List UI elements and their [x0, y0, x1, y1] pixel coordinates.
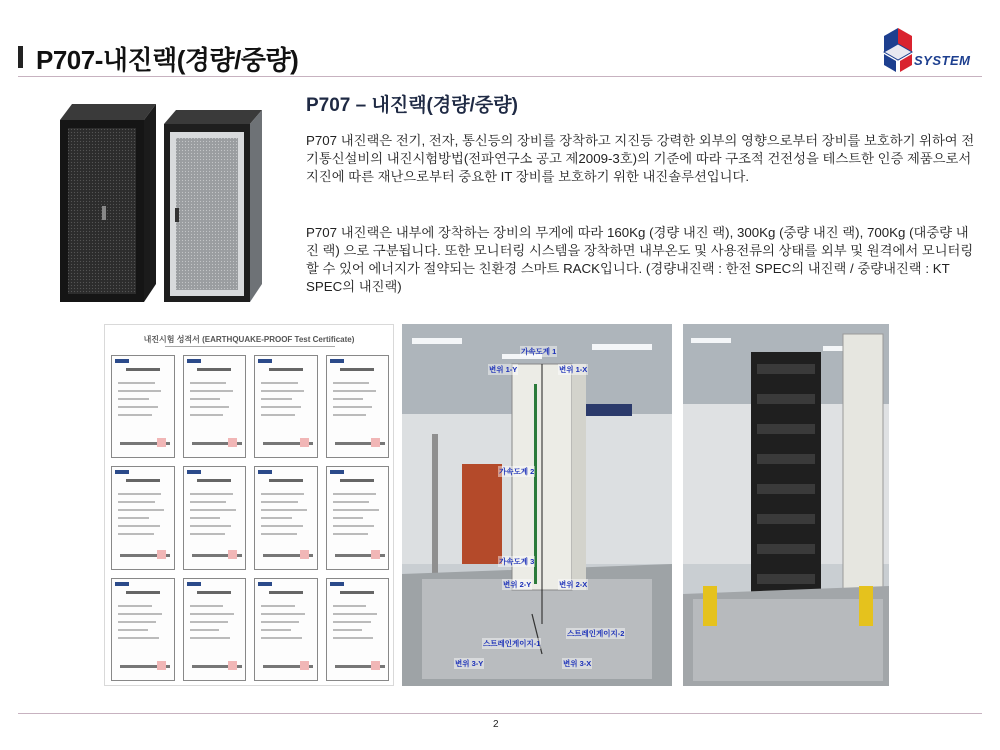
certificate-page: [326, 466, 390, 569]
sensor-label-disp-1x: 변위 1-X: [559, 365, 588, 374]
sensor-label-strain-2: 스트레인게이지-2: [567, 629, 625, 638]
rack-product-photo: [52, 98, 282, 308]
sensor-label-disp-2y: 변위 2-Y: [503, 580, 532, 589]
certificate-page: [326, 578, 390, 681]
sensor-label-disp-3y: 변위 3-Y: [455, 659, 484, 668]
certificate-page: [326, 355, 390, 458]
certificate-title: 내진시험 성적서 (EARTHQUAKE-PROOF Test Certificate): [143, 335, 355, 344]
certificate-page-grid: [111, 355, 389, 681]
certificate-page: [111, 466, 175, 569]
title-accent-bar: [18, 46, 23, 68]
description-paragraph-2: P707 내진랙은 내부에 장착하는 장비의 무게에 따라 160Kg (경량 내진 랙), 300Kg (중량 내진 랙), 700Kg (대중량 내진 랙) 으로 구분됩니다. 또한 모니터링 시스템을 장착하면 내부온도 및 사용전류의 상태를 외부 및 원격에서 모니터링할 수 있어 에너지가 절약되는 친환경 스마트 RACK입니다. (경량내진랙 : 한전 SPEC의 내진랙 / 중량내진랙 : KT SPEC의 내진랙): [306, 225, 974, 294]
certificate-page: [183, 466, 247, 569]
page-title: P707-내진랙(경량/중량): [36, 45, 299, 75]
certificate-page: [183, 355, 247, 458]
certificate-page: [254, 578, 318, 681]
page-number: 2: [493, 719, 499, 730]
certificate-page: [254, 355, 318, 458]
shake-table-test-photo-closed: [402, 324, 672, 686]
section-subtitle: P707 – 내진랙(경량/중량): [306, 95, 518, 116]
sensor-label-accel-3: 가속도계 3: [499, 557, 535, 566]
certificate-page: [111, 355, 175, 458]
logo-text: SYSTEM: [914, 53, 971, 68]
shake-table-test-photo-open: [683, 324, 889, 686]
certificate-page: [254, 466, 318, 569]
sensor-label-strain-1: 스트레인게이지-1: [483, 639, 541, 648]
company-logo: [880, 24, 980, 76]
certificate-page: [111, 578, 175, 681]
test-certificate-panel: [104, 324, 394, 686]
certificate-page: [183, 578, 247, 681]
header-divider: [18, 76, 982, 77]
description-paragraph-1: P707 내진랙은 전기, 전자, 통신등의 장비를 장착하고 지진등 강력한 외부의 영향으로부터 장비를 보호하기 위하여 전기통신설비의 내진시험방법(전파연구소 공고 제2009-3호)의 기준에 따라 구조적 건전성을 테스트한 인증 제품으로서 지진에 따른 재난으로부터 중요한 IT 장비를 보호하기 위한 내진솔루션입니다.: [306, 133, 975, 184]
certificate-title-rule: [165, 346, 335, 347]
sensor-label-disp-3x: 변위 3-X: [563, 659, 592, 668]
footer-divider: [18, 713, 982, 714]
logo-mark-icon: [880, 24, 980, 76]
sensor-label-accel-1: 가속도계 1: [521, 347, 557, 356]
sensor-label-disp-1y: 변위 1-Y: [489, 365, 518, 374]
sensor-label-accel-2: 가속도계 2: [499, 467, 535, 476]
sensor-label-disp-2x: 변위 2-X: [559, 580, 588, 589]
